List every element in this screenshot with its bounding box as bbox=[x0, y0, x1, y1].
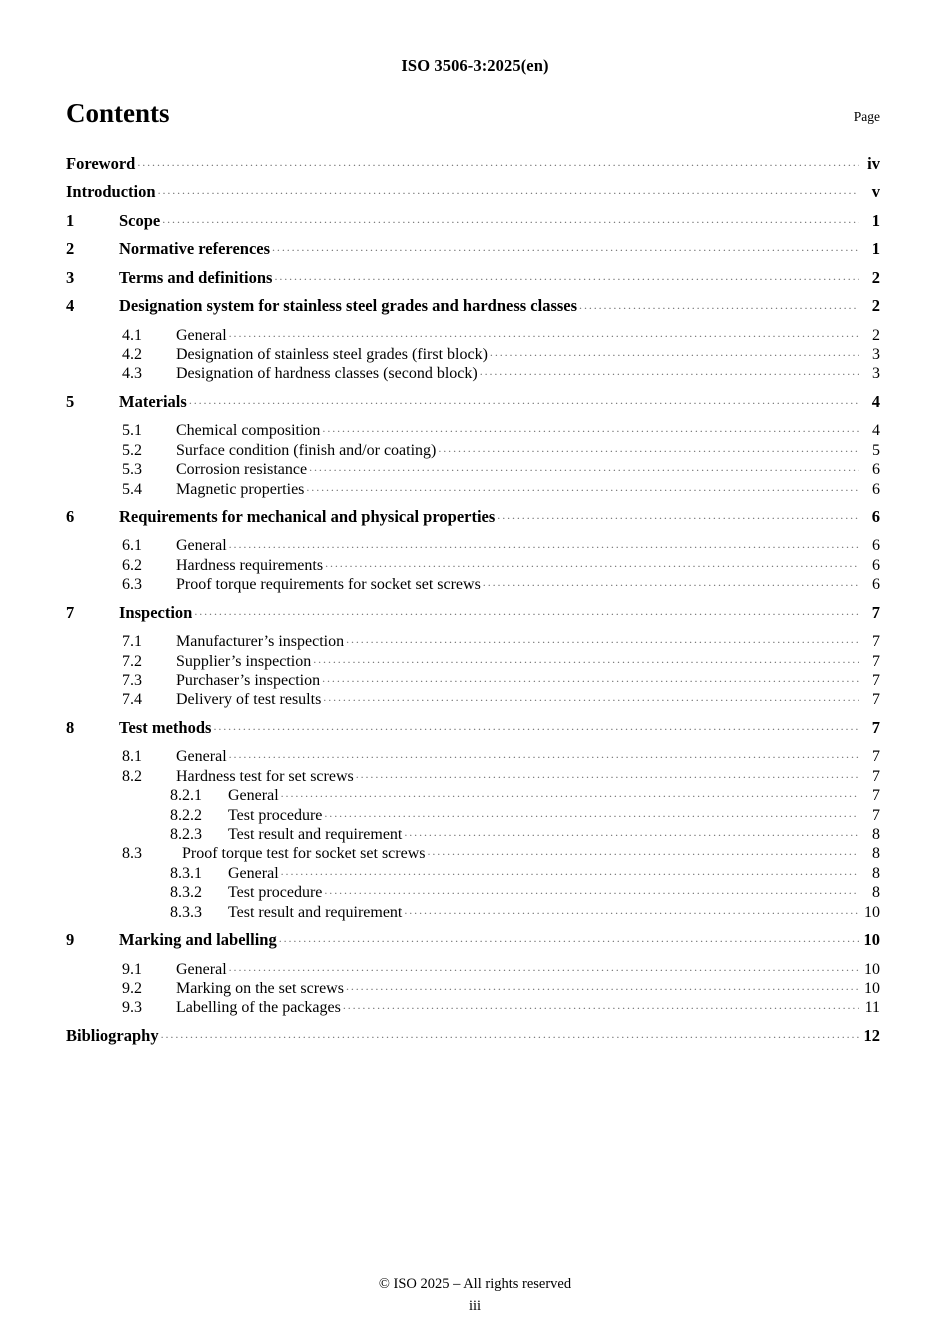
toc-entry-title: General bbox=[228, 864, 279, 882]
toc-entry[interactable] bbox=[66, 929, 880, 958]
toc-entry-number: 8.2.3 bbox=[170, 825, 202, 843]
toc-entry-number: 8.1 bbox=[122, 748, 142, 766]
toc-entry-title: Hardness test for set screws bbox=[176, 767, 354, 785]
toc-entry-title: Introduction bbox=[66, 182, 156, 202]
toc-entry[interactable] bbox=[66, 458, 880, 477]
toc-entry[interactable] bbox=[66, 181, 880, 210]
toc-entry[interactable] bbox=[66, 362, 880, 381]
toc-entry[interactable] bbox=[66, 602, 880, 631]
toc-entry-number: 8.2 bbox=[122, 767, 142, 785]
toc-entry-page-number: 2 bbox=[871, 296, 880, 316]
toc-entry-page-number: 4 bbox=[872, 422, 880, 440]
toc-dot-leader bbox=[322, 669, 859, 685]
toc-entry[interactable] bbox=[66, 958, 880, 977]
toc-entry[interactable] bbox=[66, 439, 880, 458]
toc-entry[interactable] bbox=[66, 630, 880, 649]
toc-dot-leader bbox=[324, 804, 859, 820]
toc-entry-page-number: 6 bbox=[872, 537, 880, 555]
toc-entry[interactable] bbox=[66, 784, 880, 803]
toc-entry[interactable] bbox=[66, 688, 880, 707]
toc-entry-number: 5.1 bbox=[122, 422, 142, 440]
toc-entry-page-number: 6 bbox=[872, 576, 880, 594]
contents-title-row bbox=[66, 100, 880, 127]
toc-entry-title: Supplier’s inspection bbox=[176, 652, 312, 670]
toc-entry[interactable] bbox=[66, 238, 880, 267]
toc-entry-number: 6.1 bbox=[122, 537, 142, 555]
toc-entry-number: 6 bbox=[66, 507, 75, 527]
toc-entry-page-number: 6 bbox=[872, 461, 880, 479]
toc-entry-page-number: 10 bbox=[863, 930, 880, 950]
toc-entry-page-number: 5 bbox=[872, 441, 880, 459]
toc-entry-title: Proof torque test for socket set screws bbox=[182, 845, 426, 863]
toc-entry[interactable] bbox=[66, 478, 880, 497]
toc-entry-title: Normative references bbox=[119, 239, 271, 259]
toc-entry-number: 9.1 bbox=[122, 960, 142, 978]
toc-dot-leader bbox=[404, 823, 859, 839]
toc-entry-title: Marking on the set screws bbox=[176, 979, 344, 997]
toc-dot-leader bbox=[346, 630, 859, 646]
toc-entry[interactable] bbox=[66, 745, 880, 764]
toc-dot-leader bbox=[343, 996, 859, 1012]
toc-entry[interactable] bbox=[66, 901, 880, 920]
toc-entry-page-number: 11 bbox=[864, 999, 880, 1017]
toc-entry[interactable] bbox=[66, 717, 880, 746]
toc-entry-page-number: 10 bbox=[864, 960, 880, 978]
toc-entry-title: Foreword bbox=[66, 153, 136, 173]
toc-entry[interactable] bbox=[66, 977, 880, 996]
toc-entry-number: 3 bbox=[66, 267, 75, 287]
toc-entry-title: General bbox=[176, 960, 227, 978]
toc-entry-number: 1 bbox=[66, 210, 75, 230]
toc-entry-page-number: 12 bbox=[863, 1026, 880, 1046]
toc-entry-title: Chemical composition bbox=[176, 422, 321, 440]
toc-entry-number: 9.3 bbox=[122, 999, 142, 1017]
toc-dot-leader bbox=[404, 901, 859, 917]
toc-entry-number: 2 bbox=[66, 239, 75, 259]
toc-dot-leader bbox=[313, 650, 859, 666]
toc-entry[interactable] bbox=[66, 881, 880, 900]
toc-entry-page-number: 8 bbox=[872, 825, 880, 843]
toc-entry[interactable] bbox=[66, 823, 880, 842]
toc-entry[interactable] bbox=[66, 266, 880, 295]
toc-dot-leader bbox=[346, 977, 859, 993]
toc-entry-page-number: 8 bbox=[872, 864, 880, 882]
toc-entry-title: General bbox=[176, 537, 227, 555]
toc-entry-page-number: 4 bbox=[871, 392, 880, 412]
toc-entry-number: 5 bbox=[66, 392, 75, 412]
toc-dot-leader bbox=[480, 362, 859, 378]
toc-entry[interactable] bbox=[66, 765, 880, 784]
toc-dot-leader bbox=[158, 181, 859, 198]
toc-dot-leader bbox=[272, 238, 859, 255]
toc-entry-number: 8.2.2 bbox=[170, 806, 202, 824]
toc-entry-page-number: 7 bbox=[872, 767, 880, 785]
toc-entry-title: Inspection bbox=[119, 603, 193, 623]
toc-entry-number: 5.4 bbox=[122, 480, 142, 498]
toc-entry-number: 6.2 bbox=[122, 556, 142, 574]
toc-entry[interactable] bbox=[66, 343, 880, 362]
toc-entry-title: General bbox=[228, 787, 279, 805]
toc-dot-leader bbox=[325, 554, 859, 570]
toc-entry-page-number: 7 bbox=[872, 633, 880, 651]
toc-entry[interactable] bbox=[66, 650, 880, 669]
toc-entry-page-number: 2 bbox=[871, 267, 880, 287]
toc-entry-page-number: 6 bbox=[871, 507, 880, 527]
toc-entry-number: 8 bbox=[66, 718, 75, 738]
toc-dot-leader bbox=[281, 862, 859, 878]
toc-entry-number: 4 bbox=[66, 296, 75, 316]
toc-entry-page-number: 7 bbox=[872, 787, 880, 805]
toc-entry-number: 4.2 bbox=[122, 345, 142, 363]
table-of-contents bbox=[66, 152, 880, 1053]
toc-entry[interactable] bbox=[66, 391, 880, 420]
toc-dot-leader bbox=[579, 295, 859, 312]
toc-entry-number: 7.1 bbox=[122, 633, 142, 651]
toc-entry[interactable] bbox=[66, 573, 880, 592]
toc-entry-title: Bibliography bbox=[66, 1026, 159, 1046]
toc-dot-leader bbox=[356, 765, 859, 781]
toc-entry-number: 9.2 bbox=[122, 979, 142, 997]
toc-entry[interactable] bbox=[66, 295, 880, 324]
toc-dot-leader bbox=[274, 266, 859, 283]
toc-dot-leader bbox=[229, 324, 859, 340]
toc-entry-title: Designation system for stainless steel grades and hardness classes bbox=[119, 296, 578, 316]
toc-entry-title: Requirements for mechanical and physical properties bbox=[119, 507, 496, 527]
toc-entry-number: 8.3 bbox=[122, 845, 142, 863]
toc-dot-leader bbox=[229, 534, 859, 550]
toc-dot-leader bbox=[213, 717, 859, 734]
toc-entry-page-number: 7 bbox=[872, 806, 880, 824]
toc-entry-number: 5.3 bbox=[122, 461, 142, 479]
toc-entry[interactable] bbox=[66, 554, 880, 573]
toc-dot-leader bbox=[324, 881, 859, 897]
page-column-label: Page bbox=[853, 108, 880, 124]
toc-entry-title: Marking and labelling bbox=[119, 930, 277, 950]
toc-dot-leader bbox=[306, 478, 859, 494]
toc-dot-leader bbox=[281, 784, 859, 800]
toc-entry-page-number: 10 bbox=[864, 903, 880, 921]
toc-entry-number: 8.2.1 bbox=[170, 787, 202, 805]
toc-entry-number: 8.3.1 bbox=[170, 864, 202, 882]
footer-copyright: © ISO 2025 – All rights reserved bbox=[378, 1276, 572, 1292]
toc-entry-page-number: v bbox=[871, 182, 880, 202]
toc-entry-title: Proof torque requirements for socket set screws bbox=[176, 576, 481, 594]
toc-dot-leader bbox=[162, 209, 859, 226]
toc-entry-title: Labelling of the packages bbox=[176, 999, 341, 1017]
toc-entry-number: 8.3.3 bbox=[170, 903, 202, 921]
toc-entry-page-number: 7 bbox=[871, 603, 880, 623]
toc-entry-number: 7.3 bbox=[122, 672, 142, 690]
toc-dot-leader bbox=[309, 458, 859, 474]
toc-entry-number: 7.4 bbox=[122, 691, 142, 709]
toc-entry-title: Designation of hardness classes (second block) bbox=[176, 365, 478, 383]
toc-entry-page-number: 7 bbox=[872, 672, 880, 690]
footer-page-number: iii bbox=[468, 1298, 482, 1314]
toc-entry[interactable] bbox=[66, 534, 880, 553]
toc-entry-title: Hardness requirements bbox=[176, 556, 324, 574]
toc-entry[interactable] bbox=[66, 506, 880, 535]
toc-dot-leader bbox=[322, 419, 859, 435]
toc-entry[interactable] bbox=[66, 419, 880, 438]
toc-entry-page-number: 1 bbox=[871, 210, 880, 230]
toc-entry-page-number: 7 bbox=[872, 652, 880, 670]
toc-dot-leader bbox=[428, 842, 860, 858]
toc-entry-title: Scope bbox=[119, 210, 161, 230]
toc-entry-number: 8.3.2 bbox=[170, 884, 202, 902]
toc-entry-page-number: 3 bbox=[872, 365, 880, 383]
toc-entry-title: General bbox=[176, 326, 227, 344]
toc-entry-number: 9 bbox=[66, 930, 75, 950]
toc-entry-number: 5.2 bbox=[122, 441, 142, 459]
toc-entry-number: 4.3 bbox=[122, 365, 142, 383]
toc-dot-leader bbox=[194, 602, 859, 619]
toc-dot-leader bbox=[137, 152, 859, 169]
toc-entry-page-number: 7 bbox=[872, 748, 880, 766]
toc-entry-page-number: 1 bbox=[871, 239, 880, 259]
toc-entry-title: Test result and requirement bbox=[228, 903, 403, 921]
toc-entry-number: 6.3 bbox=[122, 576, 142, 594]
toc-entry[interactable] bbox=[66, 842, 880, 861]
toc-dot-leader bbox=[161, 1025, 859, 1042]
toc-entry[interactable] bbox=[66, 862, 880, 881]
toc-dot-leader bbox=[490, 343, 859, 359]
toc-dot-leader bbox=[483, 573, 859, 589]
toc-entry-title: General bbox=[176, 748, 227, 766]
toc-entry-title: Corrosion resistance bbox=[176, 461, 308, 479]
toc-dot-leader bbox=[438, 439, 859, 455]
toc-entry-page-number: 6 bbox=[872, 480, 880, 498]
toc-entry[interactable] bbox=[66, 152, 880, 181]
toc-entry-number: 7.2 bbox=[122, 652, 142, 670]
toc-entry-page-number: 7 bbox=[871, 718, 880, 738]
toc-dot-leader bbox=[229, 745, 859, 761]
toc-entry-page-number: 2 bbox=[872, 326, 880, 344]
toc-entry[interactable] bbox=[66, 804, 880, 823]
toc-entry-number: 7 bbox=[66, 603, 75, 623]
toc-entry-page-number: 7 bbox=[872, 691, 880, 709]
toc-entry-page-number: 8 bbox=[872, 884, 880, 902]
toc-entry-page-number: 3 bbox=[872, 345, 880, 363]
toc-entry-title: Magnetic properties bbox=[176, 480, 305, 498]
toc-entry-number: 4.1 bbox=[122, 326, 142, 344]
toc-entry-page-number: 8 bbox=[872, 845, 880, 863]
toc-entry-title: Test procedure bbox=[228, 884, 323, 902]
toc-entry-title: Purchaser’s inspection bbox=[176, 672, 321, 690]
toc-entry[interactable] bbox=[66, 209, 880, 238]
toc-entry-title: Terms and definitions bbox=[119, 267, 273, 287]
toc-entry-title: Materials bbox=[119, 392, 187, 412]
toc-entry-page-number: 6 bbox=[872, 556, 880, 574]
toc-dot-leader bbox=[279, 929, 859, 946]
toc-entry-title: Test result and requirement bbox=[228, 825, 403, 843]
toc-entry[interactable] bbox=[66, 324, 880, 343]
toc-dot-leader bbox=[229, 958, 859, 974]
toc-entry[interactable] bbox=[66, 996, 880, 1015]
toc-entry-title: Delivery of test results bbox=[176, 691, 322, 709]
toc-entry-page-number: 10 bbox=[864, 979, 880, 997]
toc-entry-title: Manufacturer’s inspection bbox=[176, 633, 345, 651]
toc-entry-title: Test methods bbox=[119, 718, 212, 738]
toc-entry[interactable] bbox=[66, 669, 880, 688]
toc-entry-page-number: iv bbox=[867, 153, 880, 173]
toc-dot-leader bbox=[323, 688, 859, 704]
running-header-title: ISO 3506-3:2025(en) bbox=[401, 56, 549, 75]
toc-dot-leader bbox=[189, 391, 859, 408]
page-title: Contents bbox=[66, 98, 170, 128]
toc-entry-title: Test procedure bbox=[228, 806, 323, 824]
toc-entry[interactable] bbox=[66, 1025, 880, 1054]
toc-entry-title: Surface condition (finish and/or coating) bbox=[176, 441, 437, 459]
toc-entry-title: Designation of stainless steel grades (first block) bbox=[176, 345, 488, 363]
toc-dot-leader bbox=[497, 506, 859, 523]
